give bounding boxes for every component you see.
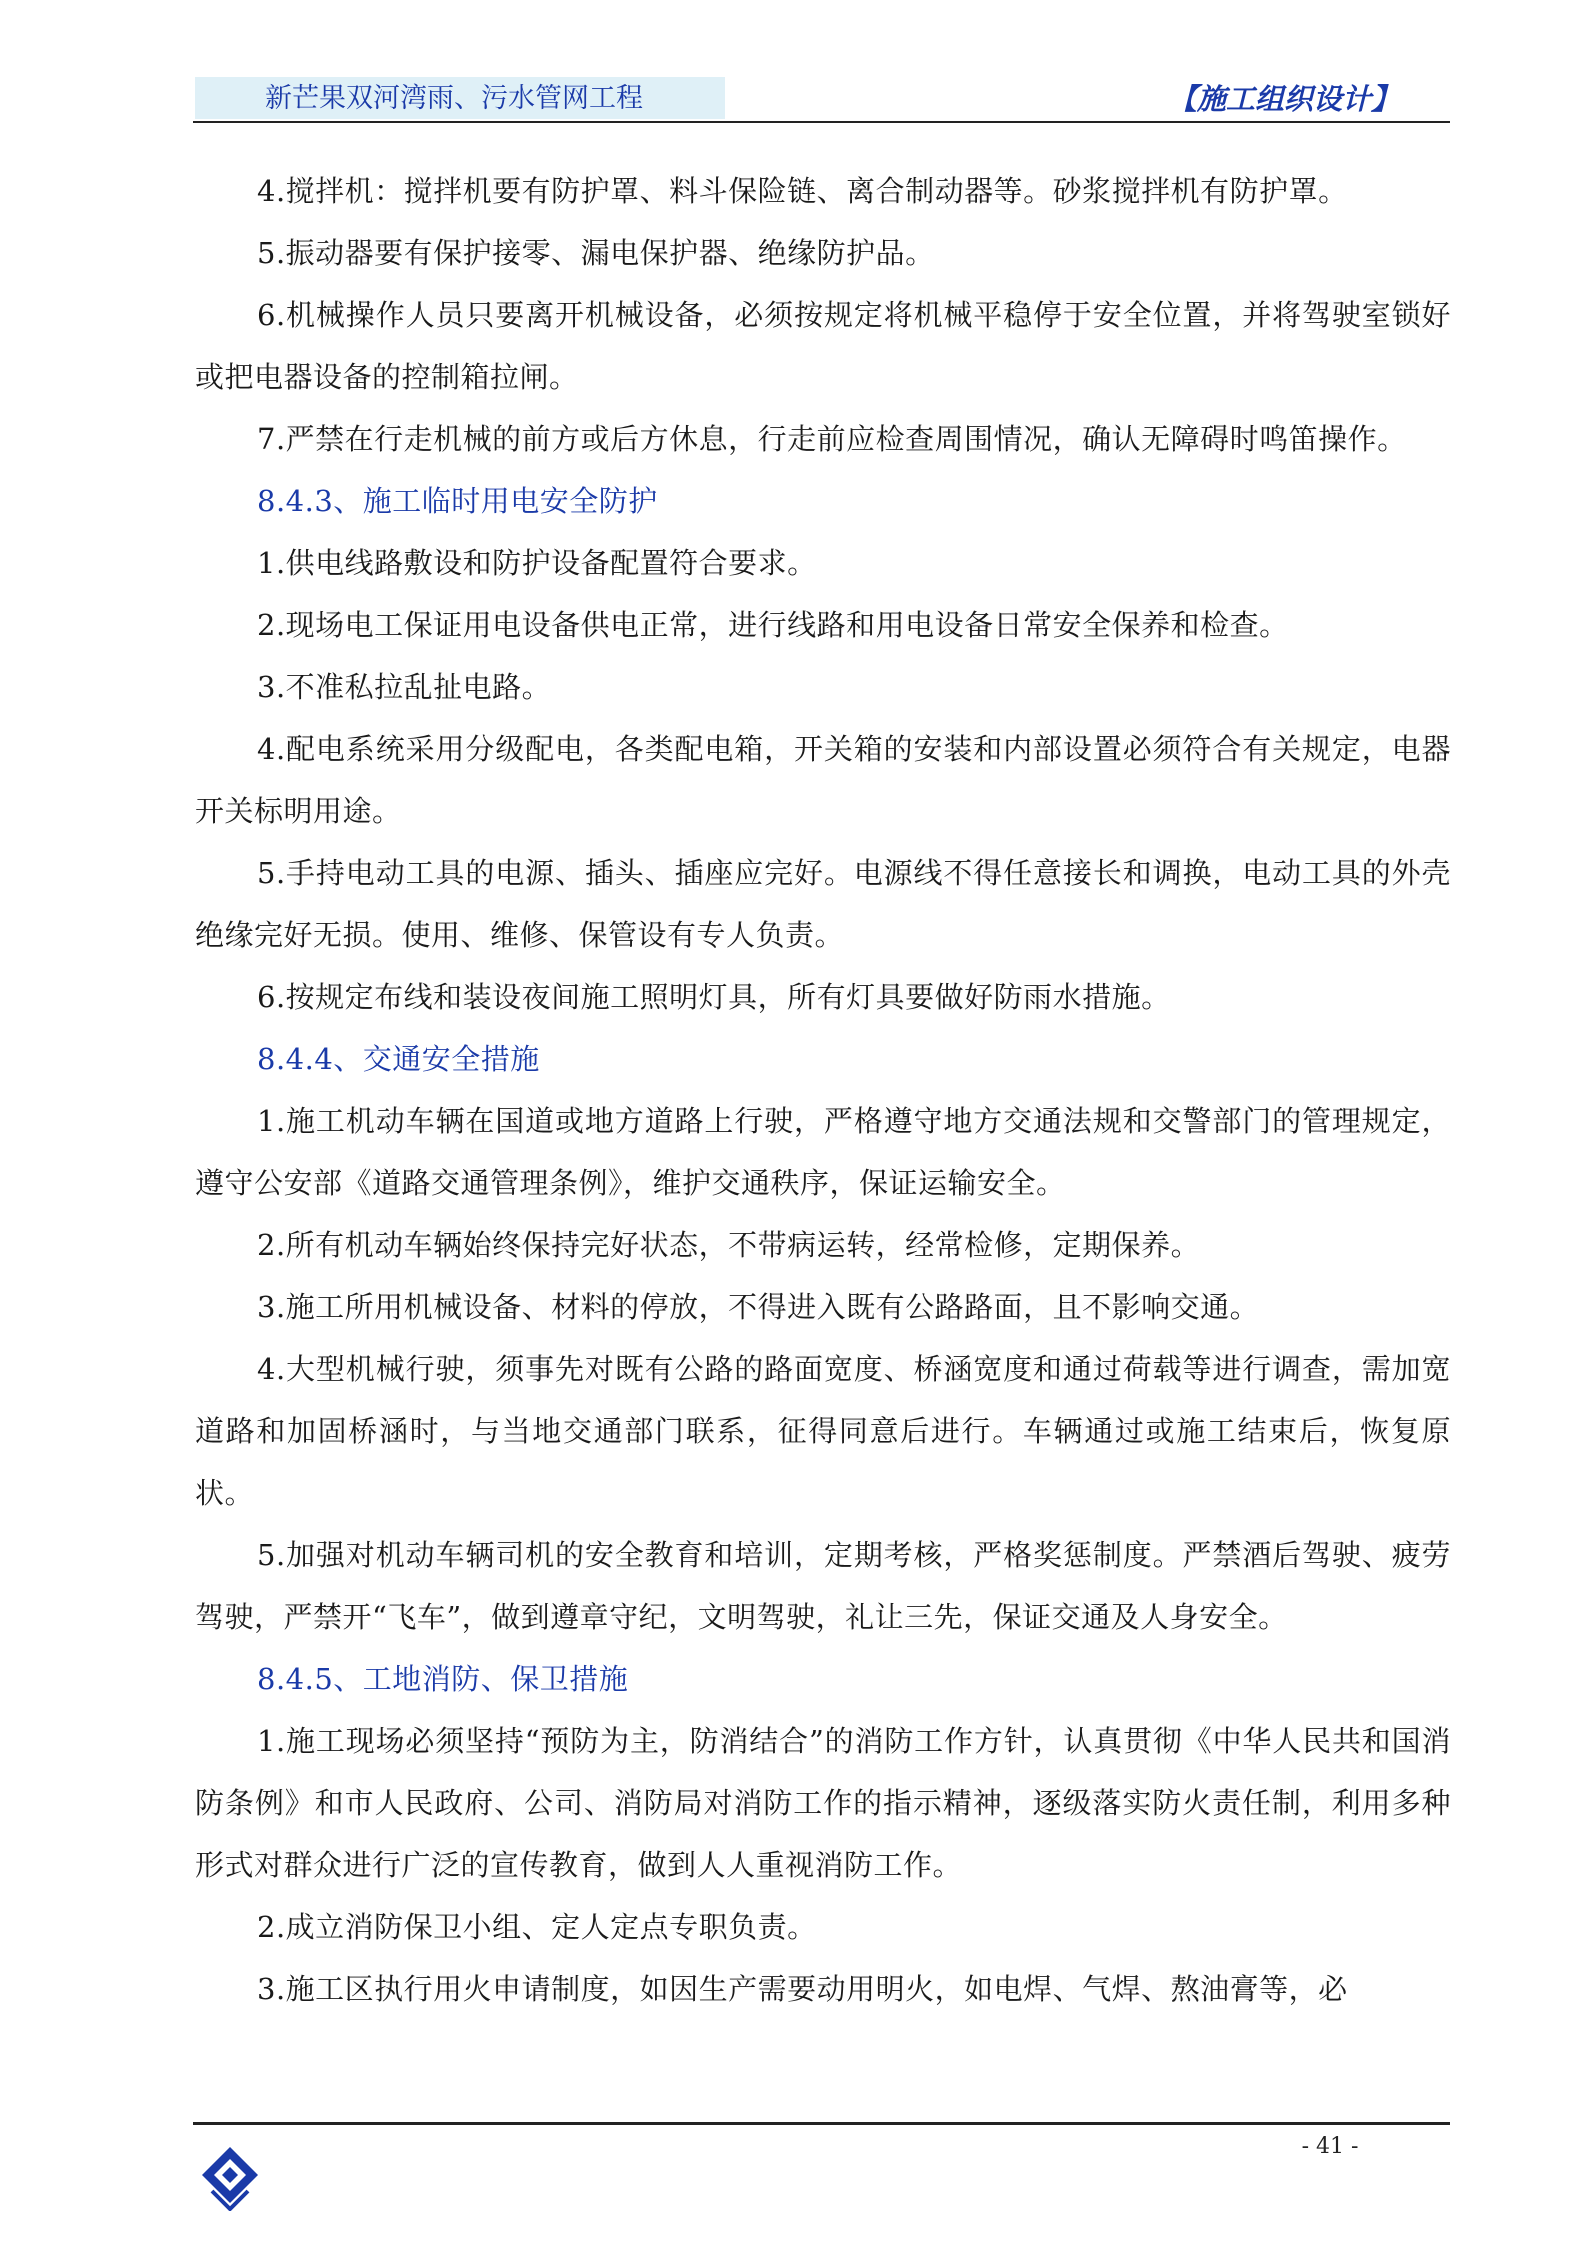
body-paragraph: 5.手持电动工具的电源、插头、插座应完好。电源线不得任意接长和调换，电动工具的外壳绝缘完好无损。使用、维修、保管设有专人负责。 bbox=[195, 856, 1451, 952]
body-paragraph: 6.机械操作人员只要离开机械设备，必须按规定将机械平稳停于安全位置，并将驾驶室锁好或把电器设备的控制箱拉闸。 bbox=[195, 298, 1451, 394]
company-logo-icon bbox=[200, 2145, 260, 2211]
section-heading: 8.4.5、工地消防、保卫措施 bbox=[257, 1662, 629, 1696]
body-paragraph: 2.成立消防保卫小组、定人定点专职负责。 bbox=[257, 1910, 817, 1944]
body-paragraph: 2.现场电工保证用电设备供电正常，进行线路和用电设备日常安全保养和检查。 bbox=[257, 608, 1289, 642]
body-paragraph: 1.供电线路敷设和防护设备配置符合要求。 bbox=[257, 546, 817, 580]
page-number: - 41 - bbox=[1301, 2134, 1359, 2159]
document-body bbox=[195, 160, 1451, 2020]
body-paragraph: 3.施工所用机械设备、材料的停放，不得进入既有公路路面，且不影响交通。 bbox=[257, 1290, 1260, 1324]
body-paragraph: 4.大型机械行驶，须事先对既有公路的路面宽度、桥涵宽度和通过荷载等进行调查，需加宽道路和加固桥涵时，与当地交通部门联系，征得同意后进行。车辆通过或施工结束后，恢复原状。 bbox=[195, 1352, 1451, 1510]
body-paragraph: 3.施工区执行用火申请制度，如因生产需要动用明火，如电焊、气焊、熬油膏等，必 bbox=[257, 1972, 1348, 2006]
body-paragraph: 4.搅拌机：搅拌机要有防护罩、料斗保险链、离合制动器等。砂浆搅拌机有防护罩。 bbox=[257, 174, 1348, 208]
footer-divider bbox=[193, 2122, 1450, 2125]
section-heading: 8.4.3、施工临时用电安全防护 bbox=[257, 484, 658, 518]
section-heading: 8.4.4、交通安全措施 bbox=[257, 1042, 540, 1076]
body-paragraph: 2.所有机动车辆始终保持完好状态，不带病运转，经常检修，定期保养。 bbox=[257, 1228, 1201, 1262]
body-paragraph: 6.按规定布线和装设夜间施工照明灯具，所有灯具要做好防雨水措施。 bbox=[257, 980, 1171, 1014]
body-paragraph: 5.加强对机动车辆司机的安全教育和培训，定期考核，严格奖惩制度。严禁酒后驾驶、疲劳驾驶，严禁开“飞车”，做到遵章守纪，文明驾驶，礼让三先，保证交通及人身安全。 bbox=[195, 1538, 1451, 1634]
body-paragraph: 1.施工机动车辆在国道或地方道路上行驶，严格遵守地方交通法规和交警部门的管理规定，遵守公安部《道路交通管理条例》，维护交通秩序，保证运输安全。 bbox=[195, 1104, 1451, 1200]
body-paragraph: 3.不准私拉乱扯电路。 bbox=[257, 670, 552, 704]
body-paragraph: 4.配电系统采用分级配电，各类配电箱，开关箱的安装和内部设置必须符合有关规定，电器开关标明用途。 bbox=[195, 732, 1451, 828]
header-divider bbox=[193, 121, 1450, 123]
body-paragraph: 1.施工现场必须坚持“预防为主，防消结合”的消防工作方针，认真贯彻《中华人民共和国消防条例》和市人民政府、公司、消防局对消防工作的指示精神，逐级落实防火责任制，利用多种形式对群众进行广泛的宣传教育，做到人人重视消防工作。 bbox=[195, 1724, 1451, 1882]
body-paragraph: 7.严禁在行走机械的前方或后方休息，行走前应检查周围情况，确认无障碍时鸣笛操作。 bbox=[257, 422, 1407, 456]
header-document-type: 【施工组织设计】 bbox=[1167, 82, 1400, 116]
body-paragraph: 5.振动器要有保护接零、漏电保护器、绝缘防护品。 bbox=[257, 236, 935, 270]
header-project-title: 新芒果双河湾雨、污水管网工程 bbox=[265, 83, 643, 114]
